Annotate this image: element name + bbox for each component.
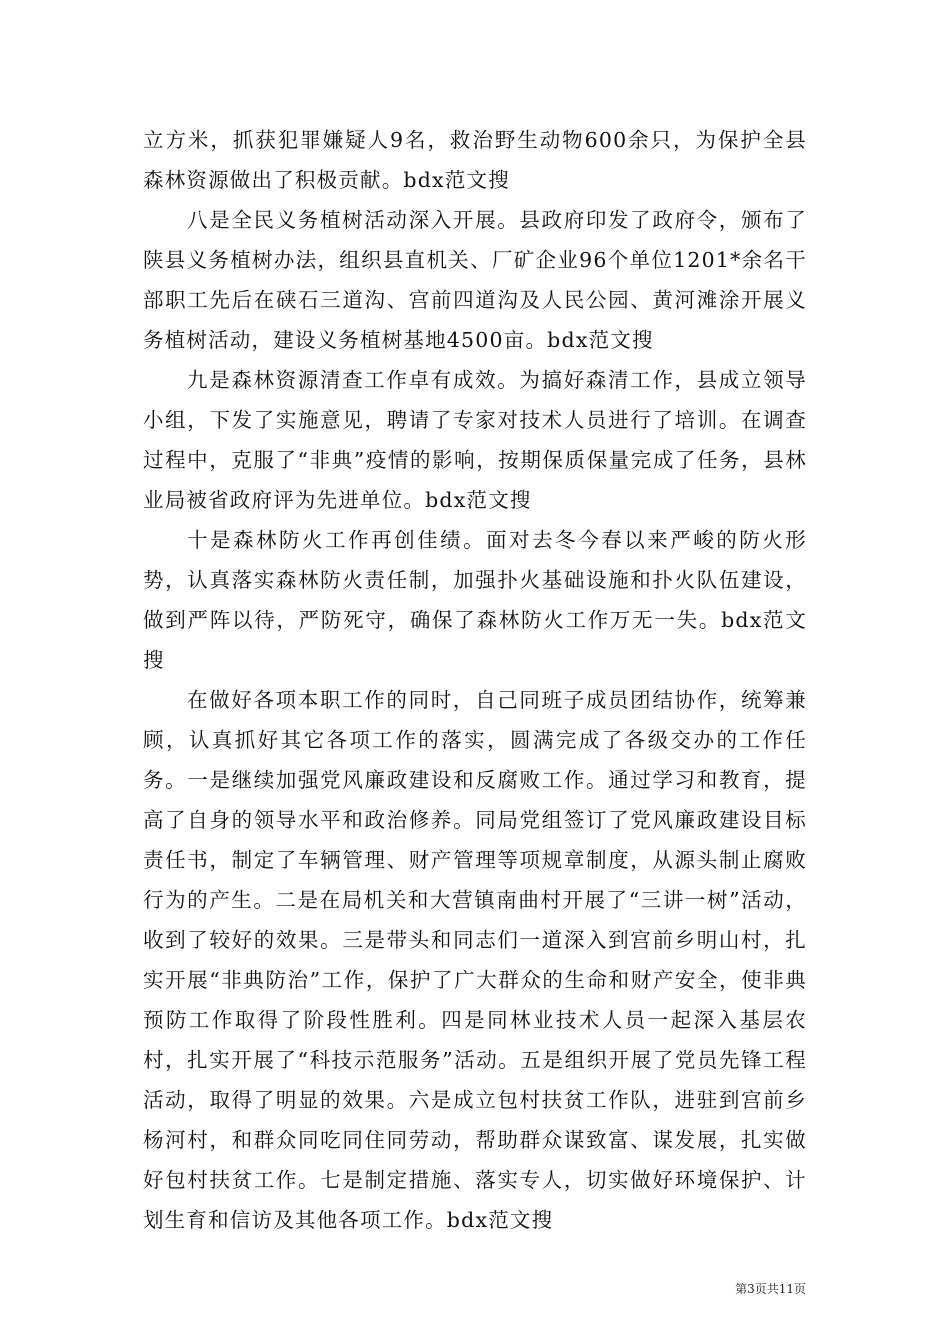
paragraph-1: 立方米，抓获犯罪嫌疑人9名，救治野生动物600余只，为保护全县森林资源做出了积极贡献。bdx范文搜 xyxy=(143,128,807,192)
document-body xyxy=(143,120,807,1240)
paragraph-3: 九是森林资源清查工作卓有成效。为搞好森清工作，县成立领导小组，下发了实施意见，聘请了专家对技术人员进行了培训。在调查过程中，克服了“非典”疫情的影响，按期保质保量完成了任务，县林业局被省政府评为先进单位。bdx范文搜 xyxy=(143,368,807,512)
paragraph-4: 十是森林防火工作再创佳绩。面对去冬今春以来严峻的防火形势，认真落实森林防火责任制，加强扑火基础设施和扑火队伍建设，做到严阵以待，严防死守，确保了森林防火工作万无一失。bdx范文搜 xyxy=(143,528,807,672)
paragraph-2: 八是全民义务植树活动深入开展。县政府印发了政府令，颁布了陕县义务植树办法，组织县直机关、厂矿企业96个单位1201*余名干部职工先后在硖石三道沟、宫前四道沟及人民公园、黄河滩涂开展义务植树活动，建设义务植树基地4500亩。bdx范文搜 xyxy=(143,208,807,352)
paragraph-5: 在做好各项本职工作的同时，自己同班子成员团结协作，统筹兼顾，认真抓好其它各项工作的落实，圆满完成了各级交办的工作任务。一是继续加强党风廉政建设和反腐败工作。通过学习和教育，提高了自身的领导水平和政治修养。同局党组签订了党风廉政建设目标责任书，制定了车辆管理、财产管理等项规章制度，从源头制止腐败行为的产生。二是在局机关和大营镇南曲村开展了“三讲一树”活动，收到了较好的效果。三是带头和同志们一道深入到宫前乡明山村，扎实开展“非典防治”工作，保护了广大群众的生命和财产安全，使非典预防工作取得了阶段性胜利。四是同林业技术人员一起深入基层农村，扎实开展了“科技示范服务”活动。五是组织开展了党员先锋工程活动，取得了明显的效果。六是成立包村扶贫工作队，进驻到宫前乡杨河村，和群众同吃同住同劳动，帮助群众谋致富、谋发展，扎实做好包村扶贫工作。七是制定措施、落实专人，切实做好环境保护、计划生育和信访及其他各项工作。bdx范文搜 xyxy=(143,688,807,1232)
page-number: 第3页共11页 xyxy=(735,1282,806,1296)
